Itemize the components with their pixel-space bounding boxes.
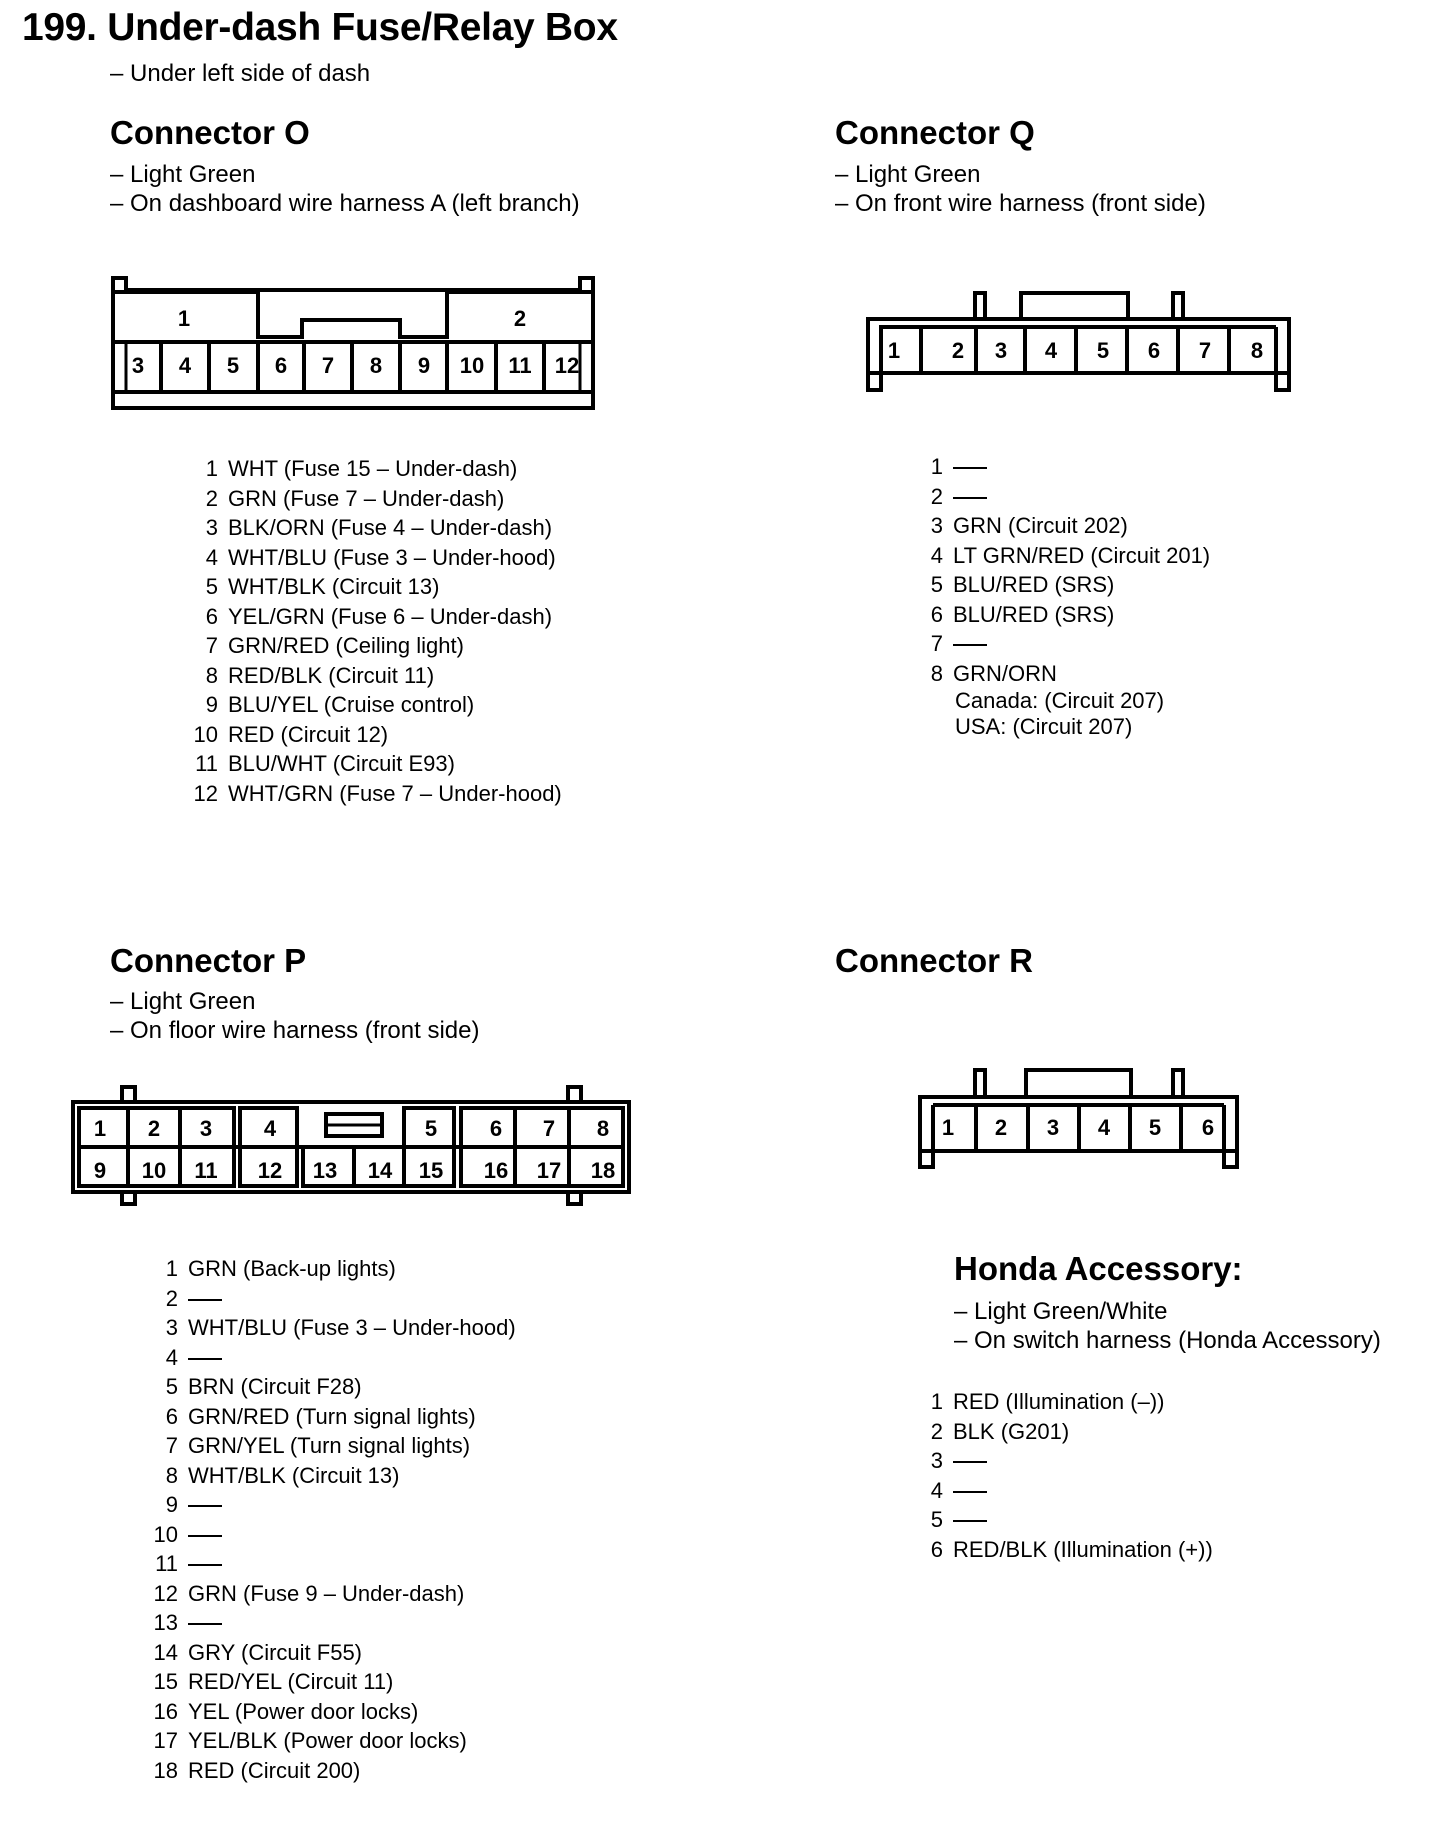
unused-pin-dash: [188, 1535, 222, 1537]
list-item: 13: [136, 1608, 516, 1638]
list-item: 3: [903, 1446, 1213, 1476]
list-item: 1 GRN (Back-up lights): [165, 1256, 396, 1281]
connector-o-pin-label: 11: [508, 353, 532, 378]
page-title: 199. Under-dash Fuse/Relay Box: [22, 6, 618, 49]
list-item: 5 BRN (Circuit F28): [165, 1374, 362, 1399]
list-item: 7 GRN/RED (Ceiling light): [205, 633, 464, 658]
list-item: 3 WHT/BLU (Fuse 3 – Under-hood): [165, 1315, 516, 1340]
connector-q-pin-label: 8: [1250, 338, 1264, 363]
list-item: 4: [136, 1343, 516, 1373]
connector-p-heading: Connector P: [110, 942, 307, 979]
unused-pin-dash: [953, 1491, 987, 1493]
connector-q-heading: Connector Q: [835, 114, 1035, 151]
honda-accessory-heading: Honda Accessory:: [954, 1250, 1243, 1287]
connector-p-diagram: [73, 1087, 629, 1204]
connector-o-heading: Connector O: [110, 114, 310, 151]
connector-p-pin-label: 8: [596, 1116, 610, 1141]
list-item: 1 WHT (Fuse 15 – Under-dash): [205, 456, 518, 481]
unused-pin-dash: [953, 497, 987, 499]
list-item: 9: [136, 1490, 516, 1520]
connector-q-pin-label: 2: [951, 338, 965, 363]
list-item: 7: [903, 629, 1210, 659]
connector-o-pin-label: 6: [274, 353, 288, 378]
connector-q-housing: [868, 319, 1289, 390]
connector-r-pin-label: 1: [941, 1115, 955, 1140]
connector-q-pin-label: 4: [1044, 338, 1058, 363]
connector-r-pin-list: [903, 1387, 1213, 1564]
list-item: 10 RED (Circuit 12): [193, 721, 389, 747]
connector-o-pin-label: 12: [554, 353, 580, 378]
unused-pin-dash: [953, 467, 987, 469]
connector-q-location: – On front wire harness (front side): [835, 190, 1206, 217]
connector-p-pin-label: 18: [590, 1158, 616, 1183]
connector-p-pin-label: 6: [489, 1116, 503, 1141]
connector-q-diagram: [868, 293, 1289, 390]
list-item: 4: [903, 1476, 1213, 1506]
unused-pin-dash: [188, 1358, 222, 1360]
connector-q-pin-label: 1: [887, 338, 901, 363]
connector-p-location: – On floor wire harness (front side): [110, 1017, 480, 1044]
connector-p-pin-label: 16: [483, 1158, 509, 1183]
list-item: 12 GRN (Fuse 9 – Under-dash): [153, 1580, 465, 1606]
connector-r-diagram: [920, 1070, 1237, 1167]
list-item: 2 BLK (G201): [930, 1418, 1070, 1444]
connector-r-pin-label: 6: [1201, 1115, 1215, 1140]
list-item: 1 RED (Illumination (–)): [930, 1389, 1165, 1414]
list-item: 5 WHT/BLK (Circuit 13): [205, 574, 440, 599]
connector-o-pin-label: 9: [417, 353, 431, 378]
unused-pin-dash: [953, 644, 987, 646]
connector-r-pin-label: 4: [1097, 1115, 1111, 1140]
unused-pin-dash: [953, 1461, 987, 1463]
unused-pin-dash: [188, 1505, 222, 1507]
connector-o-pin-label: 10: [459, 353, 485, 378]
connector-p-pin-label: 12: [257, 1158, 283, 1183]
list-item: 3 BLK/ORN (Fuse 4 – Under-dash): [205, 515, 553, 540]
connector-p-pin-label: 4: [263, 1116, 277, 1141]
page-subtitle: – Under left side of dash: [110, 60, 371, 87]
connector-o-pin-label: 7: [321, 353, 335, 378]
list-item: 8 RED/BLK (Circuit 11): [205, 662, 435, 688]
connector-p-pin-list: [136, 1254, 516, 1785]
connector-o-pin-list: [176, 454, 562, 808]
connector-p-color: – Light Green: [110, 988, 256, 1015]
list-item: 18 RED (Circuit 200): [153, 1757, 361, 1783]
connector-p-description: [110, 987, 479, 1045]
connector-o-color: – Light Green: [110, 161, 256, 188]
connector-r-pin-label: 3: [1046, 1115, 1060, 1140]
connector-p-pin-label: 17: [536, 1158, 562, 1183]
list-item: 4 WHT/BLU (Fuse 3 – Under-hood): [205, 544, 556, 570]
pin8-note-usa: USA: (Circuit 207): [955, 714, 1133, 739]
list-item: 8 GRN/ORN: [930, 660, 1057, 686]
connector-o-pin-label: 4: [178, 353, 192, 378]
connector-q-pin-label: 6: [1147, 338, 1161, 363]
list-item: 2 GRN (Fuse 7 – Under-dash): [205, 485, 505, 511]
list-item: 6 GRN/RED (Turn signal lights): [165, 1403, 476, 1429]
connector-p-pin-label: 14: [367, 1158, 393, 1183]
connector-p-pin-label: 9: [93, 1158, 107, 1183]
unused-pin-dash: [188, 1564, 222, 1566]
connector-q-pin-label: 5: [1096, 338, 1110, 363]
connector-p-pin-label: 15: [418, 1158, 444, 1183]
unused-pin-dash: [953, 1520, 987, 1522]
list-item: 2: [903, 482, 1210, 512]
connector-p-pin-label: 1: [93, 1116, 107, 1141]
connector-o-pin-label: 2: [513, 306, 527, 331]
connector-p-pin-label: 5: [424, 1116, 438, 1141]
connector-r-pin-label: 5: [1148, 1115, 1162, 1140]
list-item: 17 YEL/BLK (Power door locks): [153, 1728, 467, 1753]
unused-pin-dash: [188, 1623, 222, 1625]
list-item: 12 WHT/GRN (Fuse 7 – Under-hood): [193, 780, 562, 806]
list-item: 4 LT GRN/RED (Circuit 201): [930, 542, 1211, 568]
list-item: 6 RED/BLK (Illumination (+)): [930, 1536, 1213, 1562]
connector-q-color: – Light Green: [835, 161, 981, 188]
list-item: 11 BLU/WHT (Circuit E93): [195, 751, 455, 776]
list-item: 8 WHT/BLK (Circuit 13): [165, 1462, 400, 1488]
list-item: 10: [136, 1520, 516, 1550]
list-item: 6 YEL/GRN (Fuse 6 – Under-dash): [205, 603, 553, 629]
list-item: 1: [903, 452, 1210, 482]
connector-o-pin-label: 1: [177, 306, 191, 331]
connector-q-pin-label: 7: [1198, 338, 1212, 363]
connector-r-location: – On switch harness (Honda Accessory): [954, 1327, 1381, 1354]
list-item: 7 GRN/YEL (Turn signal lights): [165, 1433, 471, 1458]
list-item: 15 RED/YEL (Circuit 11): [153, 1669, 394, 1694]
unused-pin-dash: [188, 1299, 222, 1301]
list-item: 3 GRN (Circuit 202): [930, 513, 1128, 538]
connector-p-pin-label: 3: [199, 1116, 213, 1141]
list-item: 9 BLU/YEL (Cruise control): [205, 692, 475, 717]
connector-r-color: – Light Green/White: [954, 1298, 1168, 1325]
connector-p-pin-label: 13: [312, 1158, 338, 1183]
connector-r-heading: Connector R: [835, 942, 1033, 979]
connector-p-pin-label: 11: [194, 1158, 218, 1183]
connector-p-pin-label: 10: [141, 1158, 167, 1183]
list-item: 14 GRY (Circuit F55): [153, 1639, 363, 1665]
connector-o-pin-label: 5: [226, 353, 240, 378]
connector-o-location: – On dashboard wire harness A (left branch): [110, 190, 580, 217]
list-item: 5 BLU/RED (SRS): [930, 572, 1115, 597]
list-item: 16 YEL (Power door locks): [153, 1698, 419, 1724]
connector-p-pin-label: 2: [147, 1116, 161, 1141]
connector-q-description: [835, 160, 1206, 218]
connector-q-pin-list: [903, 452, 1210, 740]
connector-p-pin-label: 7: [542, 1116, 556, 1141]
list-item: 11: [136, 1549, 516, 1579]
connector-o-pin-label: 8: [369, 353, 383, 378]
connector-r-pin-label: 2: [994, 1115, 1008, 1140]
list-item: 5: [903, 1505, 1213, 1535]
list-item: 6 BLU/RED (SRS): [930, 601, 1115, 627]
connector-o-pin-label: 3: [131, 353, 145, 378]
connector-q-pin-label: 3: [994, 338, 1008, 363]
pin8-note-canada: Canada: (Circuit 207): [955, 688, 1165, 713]
list-item: 2: [136, 1284, 516, 1314]
connector-r-description: [954, 1297, 1381, 1355]
